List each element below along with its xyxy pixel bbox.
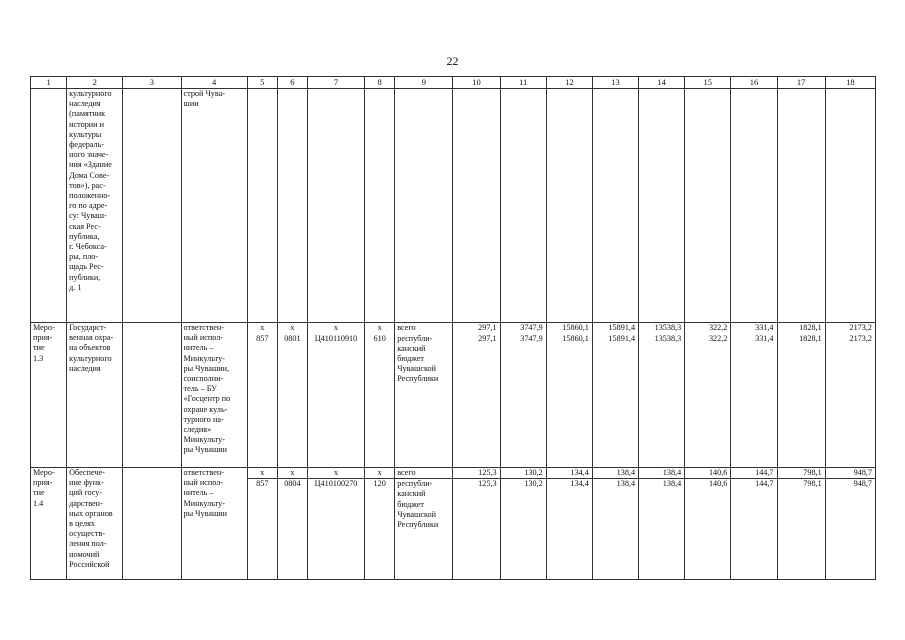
funding-source-cell: всего xyxy=(395,468,453,479)
column-header: 9 xyxy=(395,77,453,89)
budget-code-cell: 610 xyxy=(365,334,395,468)
table-cell xyxy=(123,468,181,580)
table-cell xyxy=(395,89,453,323)
amount-cell: 134,4 xyxy=(546,468,592,479)
amount-cell: 125,3 xyxy=(453,468,500,479)
amount-cell: 1828,1 xyxy=(777,323,825,334)
table-cell xyxy=(123,89,181,323)
amount-cell: 798,1 xyxy=(777,468,825,479)
column-header: 18 xyxy=(825,77,875,89)
amount-cell: 798,1 xyxy=(777,479,825,580)
column-header: 2 xyxy=(67,77,123,89)
column-header: 14 xyxy=(639,77,685,89)
column-header: 10 xyxy=(453,77,500,89)
budget-code-cell: 0801 xyxy=(277,334,307,468)
amount-cell: 130,2 xyxy=(500,468,546,479)
measure-name-cell: культурного наследия (памятник истории и культуры федераль- ного значе- ния «Здание Дома Сове- тов»), рас- положенно- го по адре- су: Чуваш- ская Рес- публика, г. Чебокса- ры, пло- щадь Рес- публики, д. 1 xyxy=(67,89,123,323)
column-header: 4 xyxy=(181,77,247,89)
amount-cell: 15891,4 xyxy=(592,334,638,468)
amount-cell: 1828,1 xyxy=(777,334,825,468)
budget-code-cell: х xyxy=(247,323,277,334)
table-cell xyxy=(639,89,685,323)
amount-cell: 134,4 xyxy=(546,479,592,580)
column-header: 7 xyxy=(307,77,364,89)
budget-code-cell: х xyxy=(365,323,395,334)
measure-name-cell: Обеспече- ние функ- ций госу- дарствен- ных органов в целях осуществ- ления пол- номочий Российской xyxy=(67,468,123,580)
table-cell xyxy=(731,89,777,323)
amount-cell: 13538,3 xyxy=(639,334,685,468)
table-cell xyxy=(500,89,546,323)
header-row xyxy=(31,77,876,89)
table-cell xyxy=(685,89,731,323)
table-cell xyxy=(123,323,181,468)
page-number: 22 xyxy=(446,54,459,68)
budget-code-cell: 857 xyxy=(247,479,277,580)
budget-code-cell: х xyxy=(247,468,277,479)
amount-cell: 140,6 xyxy=(685,479,731,580)
column-header: 12 xyxy=(546,77,592,89)
amount-cell: 2173,2 xyxy=(825,323,875,334)
amount-cell: 331,4 xyxy=(731,334,777,468)
amount-cell: 2173,2 xyxy=(825,334,875,468)
table-cell xyxy=(307,89,364,323)
column-header: 6 xyxy=(277,77,307,89)
budget-code-cell: х xyxy=(307,468,364,479)
table-cell xyxy=(592,89,638,323)
column-header: 17 xyxy=(777,77,825,89)
amount-cell: 138,4 xyxy=(592,479,638,580)
table-row xyxy=(31,89,876,323)
budget-code-cell: х xyxy=(277,323,307,334)
amount-cell: 3747,9 xyxy=(500,334,546,468)
amount-cell: 3747,9 xyxy=(500,323,546,334)
funding-source-cell: всего xyxy=(395,323,453,334)
amount-cell: 15860,1 xyxy=(546,334,592,468)
amount-cell: 130,2 xyxy=(500,479,546,580)
amount-cell: 125,3 xyxy=(453,479,500,580)
table-cell xyxy=(825,89,875,323)
amount-cell: 144,7 xyxy=(731,468,777,479)
budget-table xyxy=(30,76,876,580)
funding-source-cell: республи- канский бюджет Чувашской Республики xyxy=(395,479,453,580)
measure-id-cell: Меро- прия- тие 1.3 xyxy=(31,323,67,468)
table-row xyxy=(31,468,876,479)
column-header: 16 xyxy=(731,77,777,89)
table-cell xyxy=(777,89,825,323)
amount-cell: 15891,4 xyxy=(592,323,638,334)
funding-source-cell: республи- канский бюджет Чувашской Республики xyxy=(395,334,453,468)
table-cell xyxy=(546,89,592,323)
budget-code-cell: х xyxy=(277,468,307,479)
amount-cell: 13538,3 xyxy=(639,323,685,334)
amount-cell: 297,1 xyxy=(453,323,500,334)
budget-code-cell: х xyxy=(307,323,364,334)
amount-cell: 297,1 xyxy=(453,334,500,468)
amount-cell: 948,7 xyxy=(825,479,875,580)
table-cell xyxy=(247,89,277,323)
executor-cell: ответствен- ный испол- нитель – Минкульту- ры Чувашии xyxy=(181,468,247,580)
column-header: 1 xyxy=(31,77,67,89)
amount-cell: 138,4 xyxy=(639,468,685,479)
amount-cell: 331,4 xyxy=(731,323,777,334)
table-row xyxy=(31,323,876,334)
table-cell xyxy=(277,89,307,323)
amount-cell: 138,4 xyxy=(639,479,685,580)
table-cell xyxy=(365,89,395,323)
amount-cell: 15860,1 xyxy=(546,323,592,334)
budget-code-cell: 857 xyxy=(247,334,277,468)
executor-cell: строй Чува- шии xyxy=(181,89,247,323)
amount-cell: 948,7 xyxy=(825,468,875,479)
budget-code-cell: Ц410110910 xyxy=(307,334,364,468)
amount-cell: 140,6 xyxy=(685,468,731,479)
budget-code-cell: 120 xyxy=(365,479,395,580)
amount-cell: 322,2 xyxy=(685,334,731,468)
column-header: 15 xyxy=(685,77,731,89)
measure-id-cell: Меро- прия- тие 1.4 xyxy=(31,468,67,580)
amount-cell: 322,2 xyxy=(685,323,731,334)
budget-code-cell: Ц410100270 xyxy=(307,479,364,580)
amount-cell: 144,7 xyxy=(731,479,777,580)
measure-name-cell: Государст- венная охра- на объектов культурного наследия xyxy=(67,323,123,468)
budget-code-cell: х xyxy=(365,468,395,479)
budget-code-cell: 0804 xyxy=(277,479,307,580)
column-header: 11 xyxy=(500,77,546,89)
table-cell xyxy=(453,89,500,323)
column-header: 5 xyxy=(247,77,277,89)
executor-cell: ответствен- ный испол- нитель – Минкульту- ры Чувашии, соисполни- тель – БУ «Госцентр по охране куль- турного на- следия» Минкульту- ры Чувашии xyxy=(181,323,247,468)
column-header: 13 xyxy=(592,77,638,89)
column-header: 8 xyxy=(365,77,395,89)
column-header: 3 xyxy=(123,77,181,89)
amount-cell: 138,4 xyxy=(592,468,638,479)
table-cell xyxy=(31,89,67,323)
